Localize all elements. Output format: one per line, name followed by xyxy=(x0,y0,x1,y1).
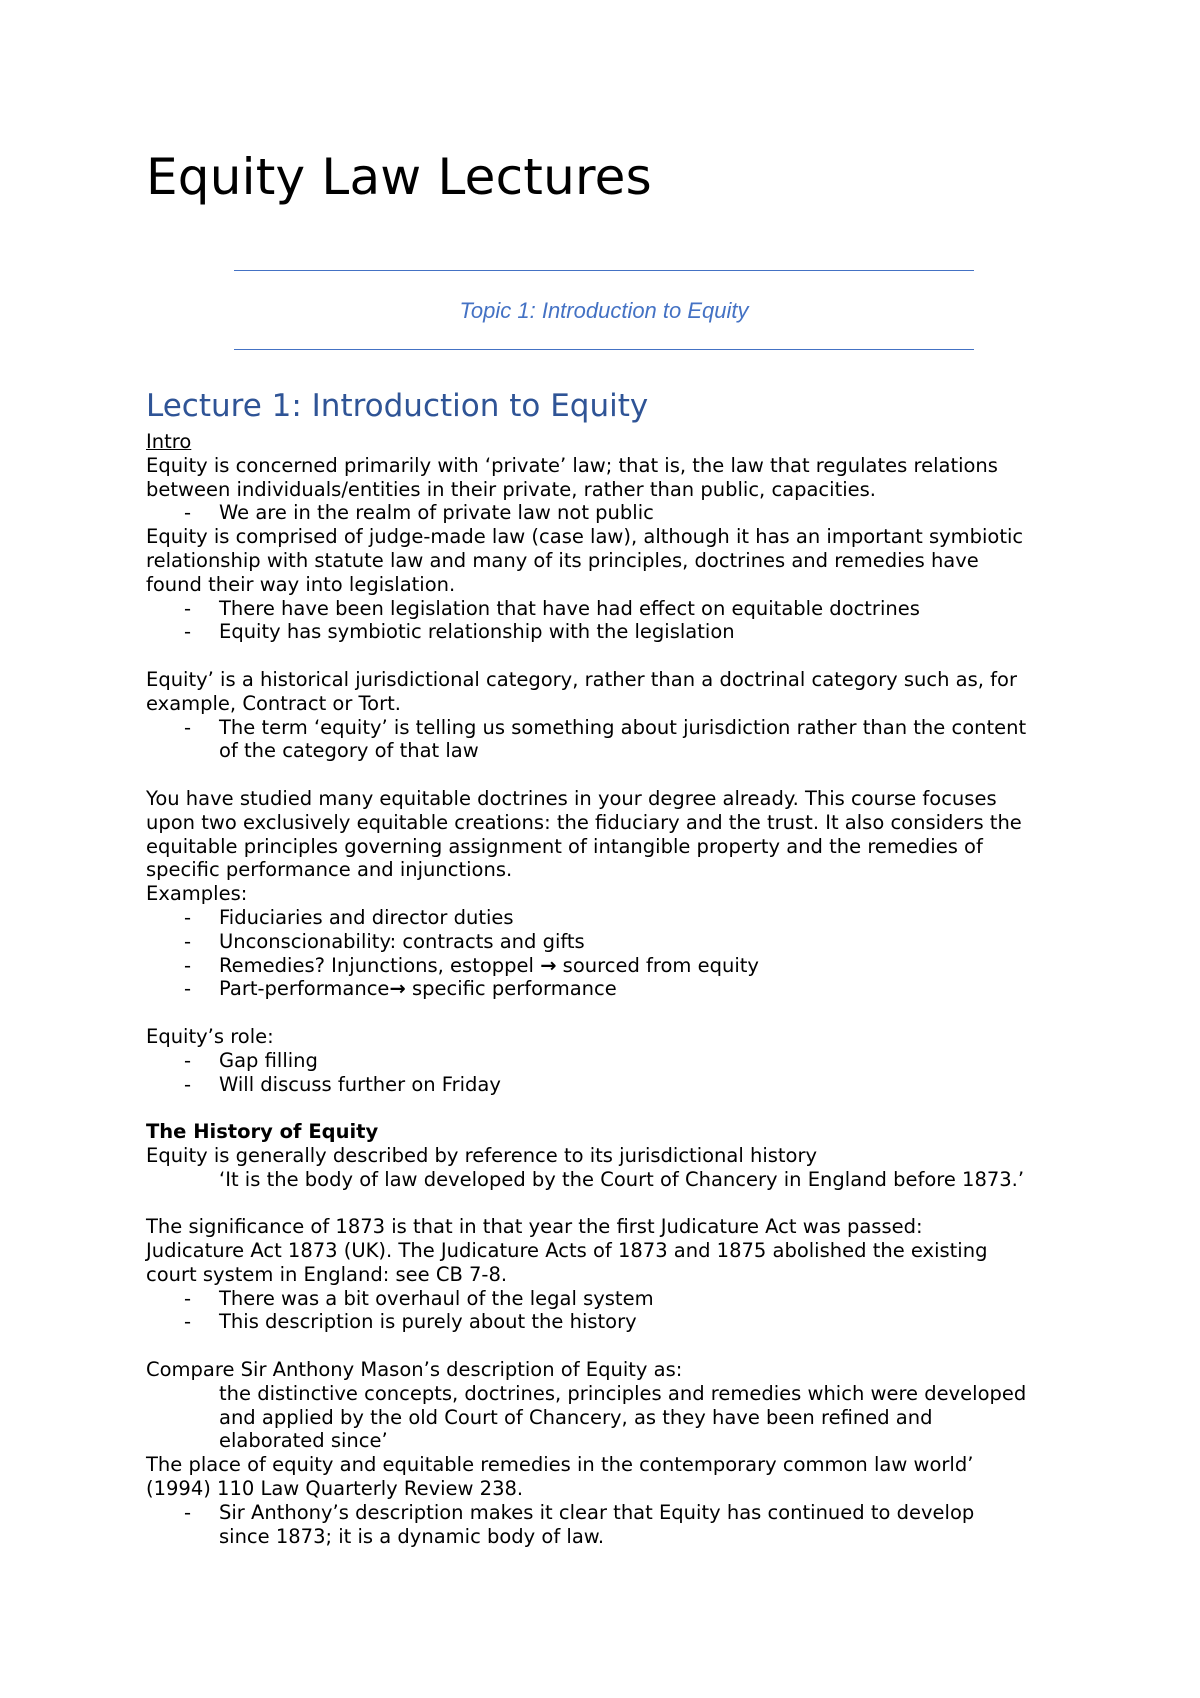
paragraph-line: specific performance and injunctions. xyxy=(146,858,513,882)
bullet-dash: - xyxy=(184,715,192,739)
spacer xyxy=(146,1334,1076,1358)
role-label: Equity’s role: xyxy=(146,1024,274,1048)
bullet-item: - Remedies? Injunctions, estoppel → sourced from equity xyxy=(184,953,759,977)
paragraph-line: The place of equity and equitable remedies in the contemporary common law world’ xyxy=(146,1453,974,1477)
paragraph-line: (1994) 110 Law Quarterly Review 238. xyxy=(146,1477,524,1501)
bullet-dash: - xyxy=(184,1500,192,1524)
bullet-dash: - xyxy=(184,501,192,525)
bullet-item: - We are in the realm of private law not public xyxy=(184,501,654,525)
history-heading: The History of Equity xyxy=(146,1120,379,1144)
spacer xyxy=(146,763,1076,787)
arrow-right-icon: → xyxy=(389,977,406,1001)
paragraph-line: The significance of 1873 is that in that year the first Judicature Act was passed: xyxy=(146,1215,923,1239)
bullet-dash: - xyxy=(184,1286,192,1310)
bullet-dash: - xyxy=(184,929,192,953)
bullet-dash: - xyxy=(184,905,192,929)
intro-label: Intro xyxy=(146,430,192,453)
paragraph-line: between individuals/entities in their private, rather than public, capacities. xyxy=(146,477,876,501)
bullet-continuation: of the category of that law xyxy=(219,739,479,763)
spacer xyxy=(146,1096,1076,1120)
bullet-item: - Sir Anthony’s description makes it clear that Equity has continued to develop xyxy=(184,1500,975,1524)
paragraph-line: Equity is generally described by reference to its jurisdictional history xyxy=(146,1143,818,1167)
bullet-item: - This description is purely about the history xyxy=(184,1310,637,1334)
paragraph-line: Judicature Act 1873 (UK). The Judicature Acts of 1873 and 1875 abolished the existing xyxy=(146,1239,988,1263)
paragraph-line: You have studied many equitable doctrines in your degree already. This course focuses xyxy=(146,786,997,810)
topic-top-rule xyxy=(234,270,974,271)
bullet-dash: - xyxy=(184,977,192,1001)
spacer xyxy=(146,644,1076,668)
paragraph-line: equitable principles governing assignment of intangible property and the remedies of xyxy=(146,834,983,858)
document-title: Equity Law Lectures xyxy=(146,148,652,206)
quote-line: ‘It is the body of law developed by the Court of Chancery in England before 1873.’ xyxy=(219,1167,1025,1191)
spacer xyxy=(146,1001,1076,1025)
paragraph-line: Compare Sir Anthony Mason’s description of Equity as: xyxy=(146,1358,683,1382)
bullet-item: - Part-performance→ specific performance xyxy=(184,977,617,1001)
paragraph-line: court system in England: see CB 7-8. xyxy=(146,1262,508,1286)
examples-label: Examples: xyxy=(146,882,248,906)
quote-line: and applied by the old Court of Chancery, as they have been refined and xyxy=(219,1405,933,1429)
bullet-dash: - xyxy=(184,1072,192,1096)
bullet-item: - There have been legislation that have had effect on equitable doctrines xyxy=(184,596,920,620)
lecture-body xyxy=(146,384,1076,1548)
paragraph-line: Equity is concerned primarily with ‘private’ law; that is, the law that regulates relations xyxy=(146,453,998,477)
lecture-heading: Lecture 1: Introduction to Equity xyxy=(146,388,649,424)
bullet-item: - Gap filling xyxy=(184,1048,318,1072)
bullet-dash: - xyxy=(184,596,192,620)
paragraph-line: example, Contract or Tort. xyxy=(146,691,401,715)
topic-heading: Topic 1: Introduction to Equity xyxy=(459,298,749,323)
bullet-item: - Will discuss further on Friday xyxy=(184,1072,501,1096)
quote-line: elaborated since’ xyxy=(219,1429,388,1453)
bullet-item: - The term ‘equity’ is telling us something about jurisdiction rather than the content xyxy=(184,715,1027,739)
topic-banner xyxy=(234,270,974,351)
paragraph-line: upon two exclusively equitable creations: the fiduciary and the trust. It also considers the xyxy=(146,810,1022,834)
paragraph-line: relationship with statute law and many of its principles, doctrines and remedies have xyxy=(146,548,979,572)
paragraph-line: Equity is comprised of judge-made law (case law), although it has an important symbiotic xyxy=(146,525,1024,549)
bullet-item: - Equity has symbiotic relationship with the legislation xyxy=(184,620,735,644)
paragraph-line: found their way into legislation. xyxy=(146,572,456,596)
bullet-item: - There was a bit overhaul of the legal system xyxy=(184,1286,654,1310)
bullet-dash: - xyxy=(184,620,192,644)
bullet-continuation: since 1873; it is a dynamic body of law. xyxy=(219,1524,605,1548)
bullet-dash: - xyxy=(184,1310,192,1334)
bullet-dash: - xyxy=(184,953,192,977)
arrow-right-icon: → xyxy=(540,953,557,977)
topic-bottom-rule xyxy=(234,349,974,350)
quote-line: the distinctive concepts, doctrines, principles and remedies which were developed xyxy=(219,1381,1027,1405)
paragraph-line: Equity’ is a historical jurisdictional category, rather than a doctrinal category such as, for xyxy=(146,667,1017,691)
spacer xyxy=(146,1192,1076,1216)
bullet-item: - Unconscionability: contracts and gifts xyxy=(184,929,585,953)
bullet-item: - Fiduciaries and director duties xyxy=(184,905,514,929)
bullet-dash: - xyxy=(184,1048,192,1072)
